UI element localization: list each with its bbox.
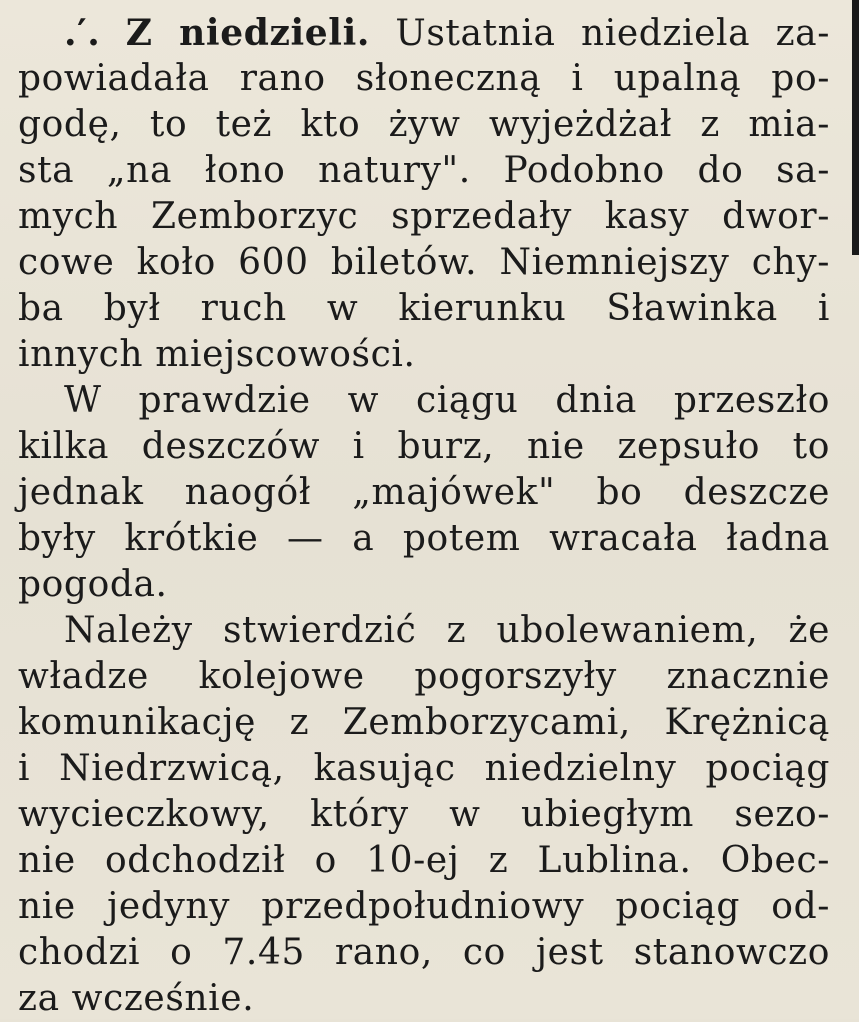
news-article: [18, 10, 830, 1022]
article-headline: Z niedzieli.: [125, 12, 370, 54]
lead-marker: .′.: [64, 12, 101, 54]
article-line: były krótkie — a potem wracała ładna: [18, 518, 830, 559]
article-line: nie jedyny przedpołudniowy pociąg od-: [18, 886, 830, 927]
article-line: władze kolejowe pogorszyły znacznie: [18, 656, 830, 697]
article-line: W prawdzie w ciągu dnia przeszło: [64, 380, 830, 421]
article-line: innych miejscowości.: [18, 334, 416, 375]
article-line: mych Zemborzyc sprzedały kasy dwor-: [18, 196, 830, 237]
article-line: godę, to też kto żyw wyjeżdżał z mia-: [18, 104, 830, 145]
article-line: wycieczkowy, który w ubiegłym sezo-: [18, 794, 830, 835]
article-line-text: Ustatnia niedziela za-: [395, 13, 830, 54]
article-line: powiadała rano słoneczną i upalną po-: [18, 58, 830, 99]
article-line: ba był ruch w kierunku Sławinka i: [18, 288, 830, 329]
article-line: chodzi o 7.45 rano, co jest stanowczo: [18, 932, 830, 973]
article-line: nie odchodził o 10-ej z Lublina. Obec-: [18, 840, 830, 881]
article-line: [18, 10, 830, 56]
article-line: pogoda.: [18, 564, 168, 605]
scan-edge-shadow: [852, 0, 859, 255]
article-paragraph-1: [18, 10, 830, 378]
article-line: sta „na łono natury". Podobno do sa-: [18, 150, 830, 191]
article-line: i Niedrzwicą, kasując niedzielny pociąg: [18, 748, 830, 789]
article-line: cowe koło 600 biletów. Niemniejszy chy-: [18, 242, 830, 283]
article-line: kilka deszczów i burz, nie zepsuło to: [18, 426, 830, 467]
article-line: jednak naogół „majówek" bo deszcze: [18, 472, 830, 513]
article-line: Należy stwierdzić z ubolewaniem, że: [64, 610, 830, 651]
article-paragraph-2: [18, 378, 830, 608]
article-paragraph-3: [18, 608, 830, 1022]
article-line: komunikację z Zemborzycami, Krężnicą: [18, 702, 830, 743]
article-line: za wcześnie.: [18, 978, 255, 1019]
